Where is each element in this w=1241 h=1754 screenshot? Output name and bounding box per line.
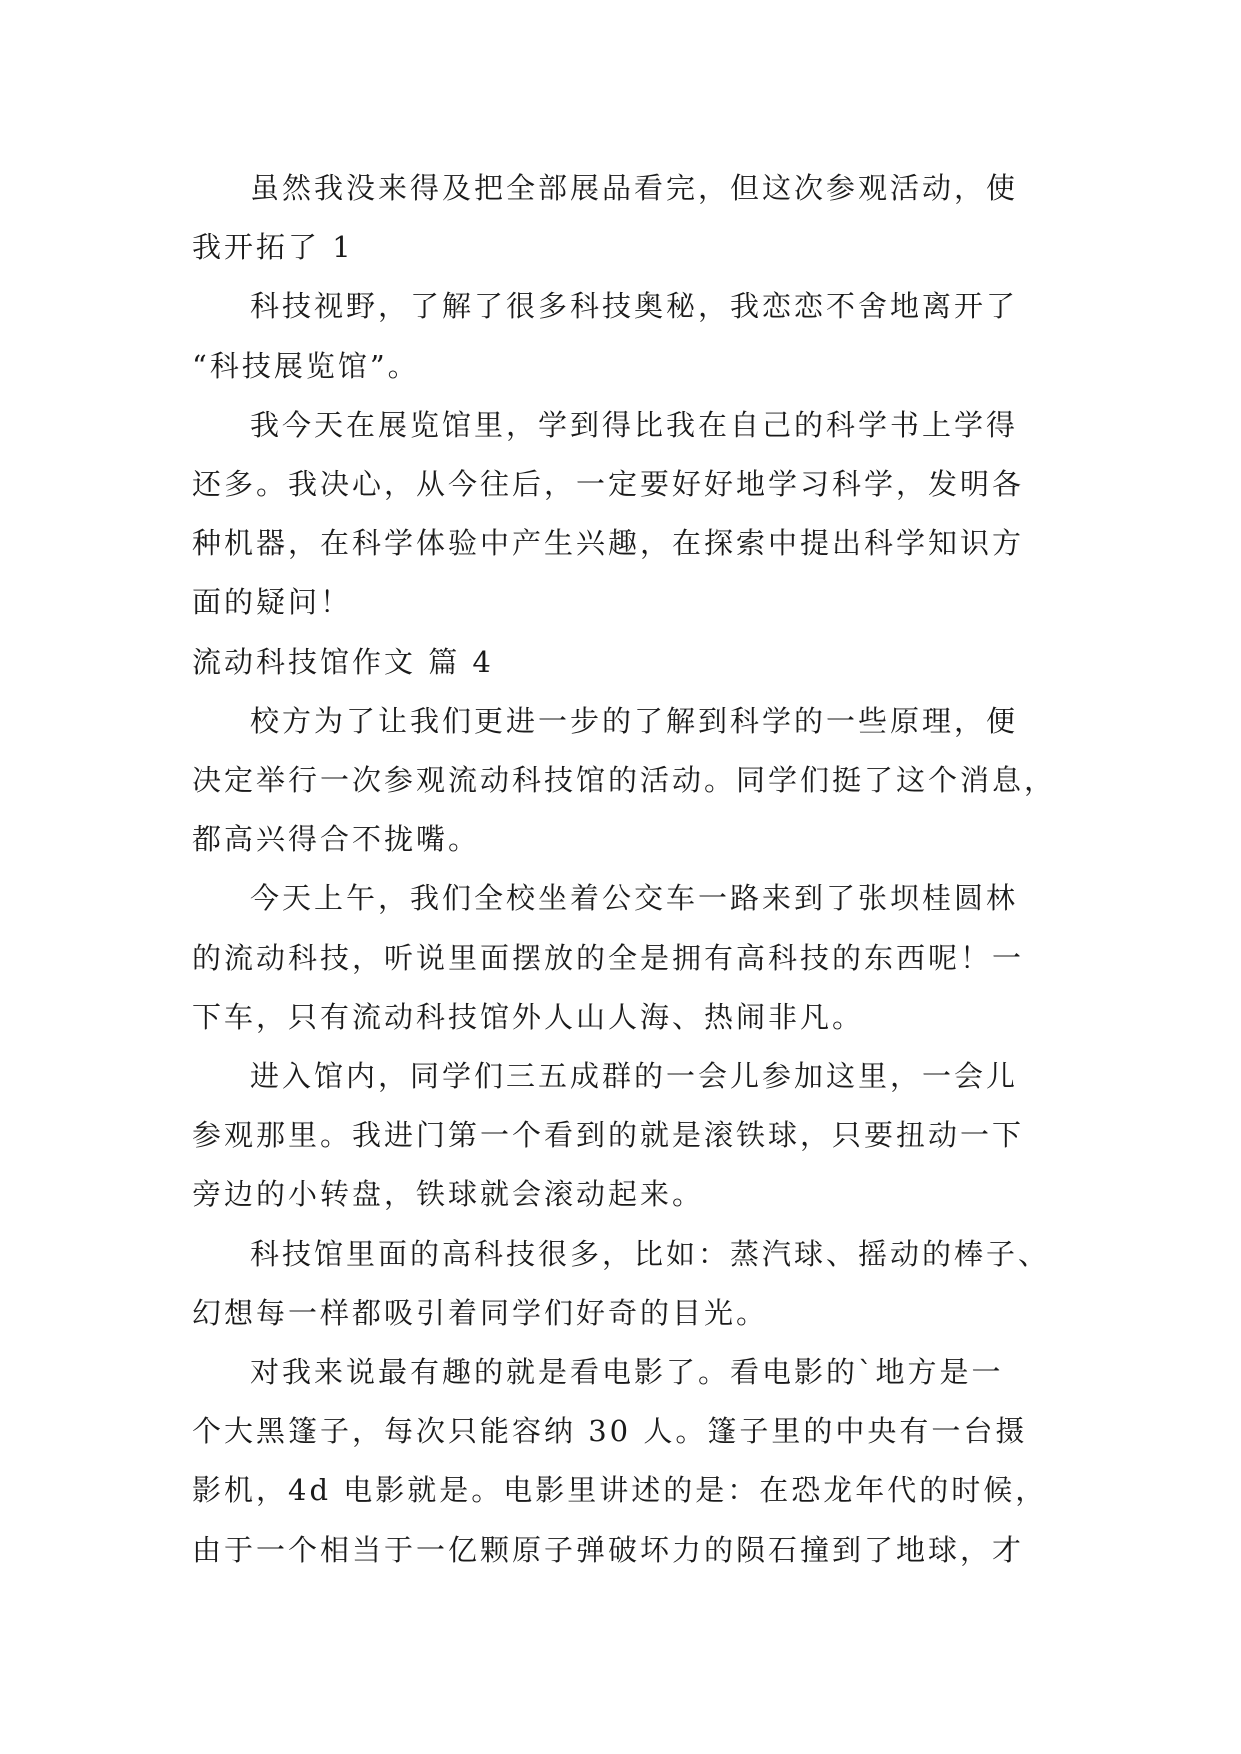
text-line: “科技展览馆”。 xyxy=(192,348,420,383)
section-heading: 流动科技馆作文 篇 4 xyxy=(192,644,494,679)
text-line: 由于一个相当于一亿颗原子弹破坏力的陨石撞到了地球，才 xyxy=(192,1532,1025,1567)
text-line: 科技馆里面的高科技很多，比如：蒸汽球、摇动的棒子、 xyxy=(250,1236,1051,1271)
text-line: 对我来说最有趣的就是看电影了。看电影的`地方是一 xyxy=(250,1355,1004,1390)
text-line: 旁边的小转盘，铁球就会滚动起来。 xyxy=(192,1177,705,1212)
text-line: 进入馆内，同学们三五成群的一会儿参加这里，一会儿 xyxy=(250,1059,1019,1094)
text-line: 种机器，在科学体验中产生兴趣，在探索中提出科学知识方 xyxy=(192,526,1025,561)
text-line: 幻想每一样都吸引着同学们好奇的目光。 xyxy=(192,1295,769,1330)
text-line: 决定举行一次参观流动科技馆的活动。同学们挺了这个消息， xyxy=(192,763,1057,798)
text-line: 个大黑篷子，每次只能容纳 30 人。篷子里的中央有一台摄 xyxy=(192,1414,1028,1449)
paragraph xyxy=(192,159,1060,277)
document-body xyxy=(192,159,1060,1580)
paragraph xyxy=(192,277,1060,395)
text-line: 参观那里。我进门第一个看到的就是滚铁球，只要扭动一下 xyxy=(192,1118,1025,1153)
paragraph xyxy=(192,692,1060,870)
text-line: 下车，只有流动科技馆外人山人海、热闹非凡。 xyxy=(192,999,865,1034)
text-line: 影机，4d 电影就是。电影里讲述的是：在恐龙年代的时候， xyxy=(192,1473,1048,1508)
text-line: 还多。我决心，从今往后，一定要好好地学习科学，发明各 xyxy=(192,467,1025,502)
paragraph xyxy=(192,869,1060,1047)
text-line: 虽然我没来得及把全部展品看完，但这次参观活动，使 xyxy=(250,171,1019,205)
text-line: 都高兴得合不拢嘴。 xyxy=(192,822,481,857)
paragraph xyxy=(192,1225,1060,1343)
text-line: 面的疑问！ xyxy=(192,585,353,620)
paragraph xyxy=(192,1343,1060,1580)
text-line: 科技视野，了解了很多科技奥秘，我恋恋不舍地离开了 xyxy=(250,289,1019,324)
paragraph xyxy=(192,1047,1060,1225)
text-line: 校方为了让我们更进一步的了解到科学的一些原理，便 xyxy=(250,703,1019,738)
paragraph xyxy=(192,396,1060,633)
text-line: 今天上午，我们全校坐着公交车一路来到了张坝桂圆林 xyxy=(250,881,1019,916)
text-line: 的流动科技，听说里面摆放的全是拥有高科技的东西呢！一 xyxy=(192,940,1025,975)
text-line: 我开拓了 1 xyxy=(192,230,354,265)
text-line: 我今天在展览馆里，学到得比我在自己的科学书上学得 xyxy=(250,407,1019,442)
